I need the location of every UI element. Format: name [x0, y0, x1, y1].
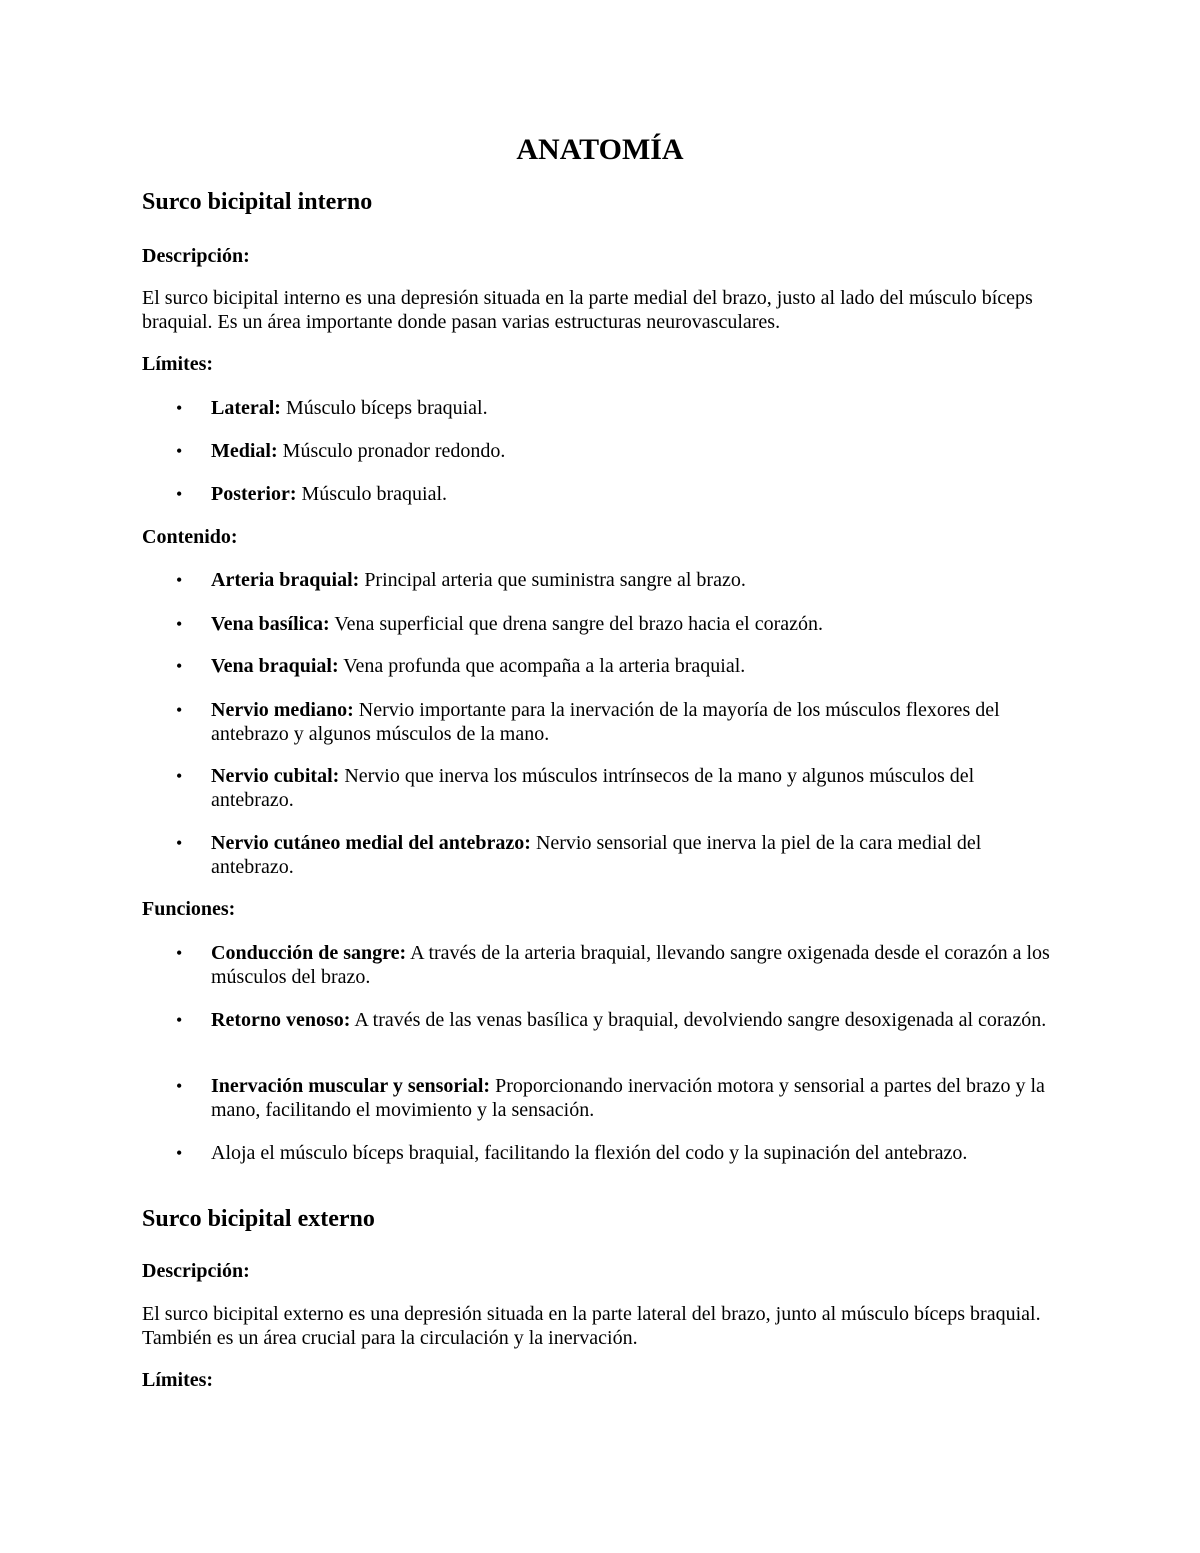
- bullet-icon: •: [176, 1010, 183, 1030]
- description-paragraph: El surco bicipital externo es una depresión situada en la parte lateral del brazo, junto al músculo bíceps braquial. También es un área crucial para la circulación y la inervación.: [142, 1303, 1041, 1349]
- content-label: Contenido:: [142, 526, 238, 548]
- description-paragraph: El surco bicipital interno es una depresión situada en la parte medial del brazo, justo al lado del músculo bíceps braquial. Es un área importante donde pasan varias estructuras neurovasculares.: [142, 287, 1033, 333]
- description-label: Descripción:: [142, 1260, 250, 1282]
- bullet-icon: •: [176, 1076, 183, 1096]
- bullet-icon: •: [176, 766, 183, 786]
- description-label: Descripción:: [142, 245, 250, 267]
- bullet-icon: •: [176, 398, 183, 418]
- section-heading-interno: Surco bicipital interno: [142, 189, 373, 215]
- bullet-icon: •: [176, 833, 183, 853]
- bullet-icon: •: [176, 570, 183, 590]
- bullet-icon: •: [176, 943, 183, 963]
- bullet-icon: •: [176, 484, 183, 504]
- limits-label: Límites:: [142, 1369, 214, 1391]
- functions-label: Funciones:: [142, 898, 236, 920]
- page-title: ANATOMÍA: [516, 133, 684, 166]
- limits-label: Límites:: [142, 353, 214, 375]
- bullet-icon: •: [176, 614, 183, 634]
- bullet-icon: •: [176, 656, 183, 676]
- section-heading-externo: Surco bicipital externo: [142, 1206, 375, 1232]
- bullet-icon: •: [176, 441, 183, 461]
- bullet-icon: •: [176, 1143, 183, 1163]
- bullet-icon: •: [176, 700, 183, 720]
